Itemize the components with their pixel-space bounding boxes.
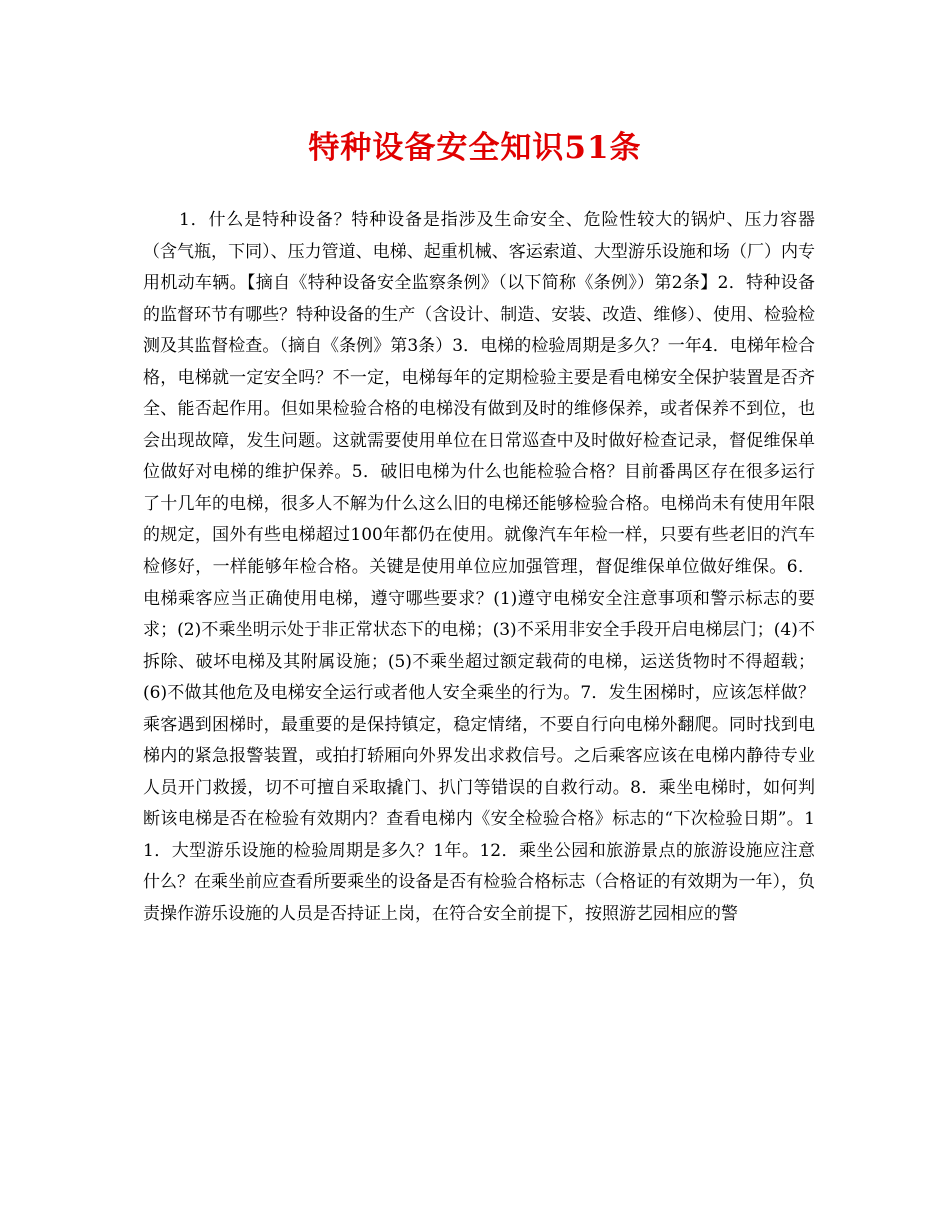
document-title: 特种设备安全知识51条 [308,130,642,166]
document-body: 1．什么是特种设备？特种设备是指涉及生命安全、危险性较大的锅炉、压力容器（含气瓶，下同）、压力管道、电梯、起重机械、客运索道、大型游乐设施和场（厂）内专用机动车辆。【摘自《特种设备安全监察条例》（以下简称《条例》）第2条】2．特种设备的监督环节有哪些？特种设备的生产（含设计、制造、安装、改造、维修）、使用、检验检测及其监督检查。（摘自《条例》第3条）3．电梯的检验周期是多久？一年4．电梯年检合格，电梯就一定安全吗？不一定，电梯每年的定期检验主要是看电梯安全保护装置是否齐全、能否起作用。但如果检验合格的电梯没有做到及时的维修保养，或者保养不到位，也会出现故障，发生问题。这就需要使用单位在日常巡查中及时做好检查记录，督促维保单位做好对电梯的维护保养。5．破旧电梯为什么也能检验合格？目前番禺区存在很多运行了十几年的电梯，很多人不解为什么这么旧的电梯还能够检验合格。电梯尚未有使用年限的规定，国外有些电梯超过100年都仍在使用。就像汽车年检一样，只要有些老旧的汽车检修好，一样能够年检合格。关键是使用单位应加强管理，督促维保单位做好维保。6．电梯乘客应当正确使用电梯，遵守哪些要求？(1)遵守电梯安全注意事项和警示标志的要求；(2)不乘坐明示处于非正常状态下的电梯；(3)不采用非安全手段开启电梯层门；(4)不拆除、破坏电梯及其附属设施；(5)不乘坐超过额定载荷的电梯，运送货物时不得超载；(6)不做其他危及电梯安全运行或者他人安全乘坐的行为。7．发生困梯时，应该怎样做？乘客遇到困梯时，最重要的是保持镇定，稳定情绪，不要自行向电梯外翻爬。同时找到电梯内的紧急报警装置，或拍打轿厢向外界发出求救信号。之后乘客应该在电梯内静待专业人员开门救援，切不可擅自采取撬门、扒门等错误的自救行动。8．乘坐电梯时，如何判断该电梯是否在检验有效期内？查看电梯内《安全检验合格》标志的“下次检验日期”。11．大型游乐设施的检验周期是多久？1年。12．乘坐公园和旅游景点的旅游设施应注意什么？在乘坐前应查看所要乘坐的设备是否有检验合格标志（合格证的有效期为一年），负责操作游乐设施的人员是否持证上岗，在符合安全前提下，按照游艺园相应的警 [143,210,815,925]
